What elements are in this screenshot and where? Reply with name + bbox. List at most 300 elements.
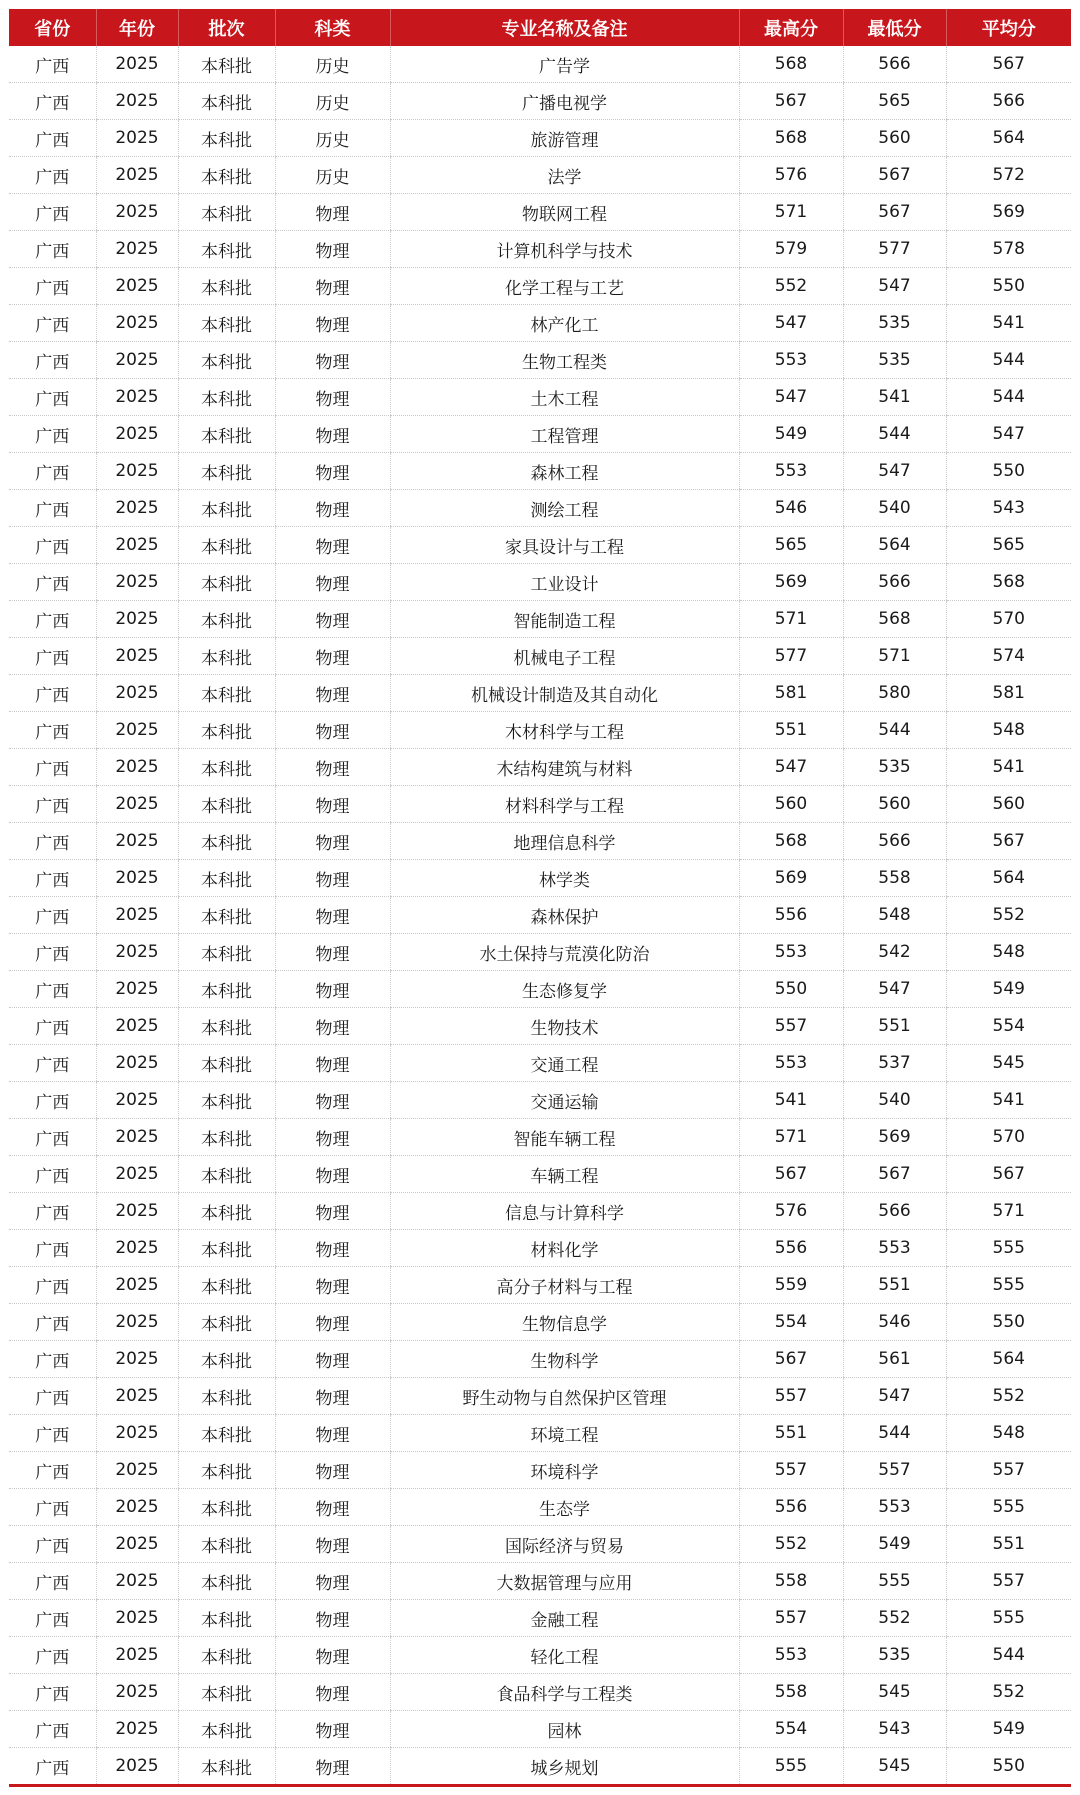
cell-subject-category: 历史 — [275, 120, 390, 157]
cell-batch: 本科批 — [178, 860, 275, 897]
cell-min-score: 549 — [843, 1526, 946, 1563]
cell-major-name: 交通运输 — [390, 1082, 739, 1119]
cell-min-score: 566 — [843, 564, 946, 601]
table-row — [9, 675, 1071, 712]
cell-province: 广西 — [9, 860, 96, 897]
cell-province: 广西 — [9, 1156, 96, 1193]
cell-min-score: 566 — [843, 46, 946, 83]
cell-subject-category: 物理 — [275, 1674, 390, 1711]
table-row — [9, 1637, 1071, 1674]
cell-subject-category: 物理 — [275, 897, 390, 934]
cell-year: 2025 — [96, 1304, 178, 1341]
cell-province: 广西 — [9, 268, 96, 305]
cell-batch: 本科批 — [178, 1304, 275, 1341]
cell-province: 广西 — [9, 490, 96, 527]
table-row — [9, 786, 1071, 823]
cell-min-score: 547 — [843, 453, 946, 490]
cell-min-score: 558 — [843, 860, 946, 897]
table-row — [9, 638, 1071, 675]
cell-province: 广西 — [9, 83, 96, 120]
cell-year: 2025 — [96, 1341, 178, 1378]
cell-min-score: 561 — [843, 1341, 946, 1378]
cell-subject-category: 物理 — [275, 638, 390, 675]
cell-year: 2025 — [96, 749, 178, 786]
cell-province: 广西 — [9, 1341, 96, 1378]
cell-province: 广西 — [9, 1563, 96, 1600]
cell-year: 2025 — [96, 1193, 178, 1230]
cell-min-score: 552 — [843, 1600, 946, 1637]
cell-major-name: 物联网工程 — [390, 194, 739, 231]
cell-major-name: 广播电视学 — [390, 83, 739, 120]
cell-subject-category: 物理 — [275, 1230, 390, 1267]
cell-batch: 本科批 — [178, 1563, 275, 1600]
cell-avg-score: 548 — [946, 934, 1071, 971]
cell-major-name: 生物科学 — [390, 1341, 739, 1378]
cell-batch: 本科批 — [178, 83, 275, 120]
table-row — [9, 1600, 1071, 1637]
cell-avg-score: 568 — [946, 564, 1071, 601]
cell-avg-score: 555 — [946, 1267, 1071, 1304]
cell-year: 2025 — [96, 1008, 178, 1045]
table-row — [9, 601, 1071, 638]
cell-avg-score: 550 — [946, 1748, 1071, 1786]
cell-max-score: 567 — [739, 1156, 843, 1193]
table-row — [9, 46, 1071, 83]
cell-subject-category: 物理 — [275, 1193, 390, 1230]
cell-year: 2025 — [96, 675, 178, 712]
table-row — [9, 416, 1071, 453]
cell-batch: 本科批 — [178, 1415, 275, 1452]
table-row — [9, 971, 1071, 1008]
cell-min-score: 557 — [843, 1452, 946, 1489]
cell-year: 2025 — [96, 490, 178, 527]
cell-max-score: 549 — [739, 416, 843, 453]
cell-batch: 本科批 — [178, 416, 275, 453]
cell-subject-category: 物理 — [275, 194, 390, 231]
cell-avg-score: 547 — [946, 416, 1071, 453]
cell-major-name: 法学 — [390, 157, 739, 194]
cell-major-name: 森林保护 — [390, 897, 739, 934]
cell-max-score: 553 — [739, 934, 843, 971]
cell-major-name: 工程管理 — [390, 416, 739, 453]
cell-province: 广西 — [9, 46, 96, 83]
cell-min-score: 551 — [843, 1008, 946, 1045]
cell-batch: 本科批 — [178, 1008, 275, 1045]
header-year: 年份 — [96, 9, 178, 46]
cell-avg-score: 566 — [946, 83, 1071, 120]
cell-year: 2025 — [96, 897, 178, 934]
cell-subject-category: 物理 — [275, 860, 390, 897]
cell-year: 2025 — [96, 1230, 178, 1267]
cell-year: 2025 — [96, 194, 178, 231]
cell-batch: 本科批 — [178, 490, 275, 527]
cell-subject-category: 物理 — [275, 453, 390, 490]
cell-year: 2025 — [96, 1674, 178, 1711]
cell-min-score: 535 — [843, 749, 946, 786]
cell-year: 2025 — [96, 712, 178, 749]
cell-avg-score: 550 — [946, 268, 1071, 305]
cell-subject-category: 物理 — [275, 786, 390, 823]
cell-max-score: 547 — [739, 379, 843, 416]
cell-year: 2025 — [96, 231, 178, 268]
cell-subject-category: 物理 — [275, 1045, 390, 1082]
cell-province: 广西 — [9, 1267, 96, 1304]
cell-province: 广西 — [9, 1045, 96, 1082]
cell-min-score: 535 — [843, 305, 946, 342]
cell-year: 2025 — [96, 1711, 178, 1748]
cell-avg-score: 548 — [946, 712, 1071, 749]
cell-year: 2025 — [96, 1748, 178, 1786]
table-row — [9, 1563, 1071, 1600]
cell-major-name: 环境科学 — [390, 1452, 739, 1489]
table-row — [9, 231, 1071, 268]
cell-major-name: 广告学 — [390, 46, 739, 83]
cell-max-score: 552 — [739, 268, 843, 305]
cell-max-score: 569 — [739, 860, 843, 897]
table-row — [9, 83, 1071, 120]
cell-major-name: 园林 — [390, 1711, 739, 1748]
cell-max-score: 560 — [739, 786, 843, 823]
table-row — [9, 268, 1071, 305]
cell-year: 2025 — [96, 1415, 178, 1452]
table-row — [9, 490, 1071, 527]
cell-subject-category: 物理 — [275, 971, 390, 1008]
cell-year: 2025 — [96, 638, 178, 675]
cell-min-score: 545 — [843, 1674, 946, 1711]
cell-min-score: 567 — [843, 194, 946, 231]
score-table — [9, 9, 1071, 1787]
cell-max-score: 571 — [739, 194, 843, 231]
cell-min-score: 567 — [843, 1156, 946, 1193]
cell-major-name: 车辆工程 — [390, 1156, 739, 1193]
cell-subject-category: 物理 — [275, 1415, 390, 1452]
header-province: 省份 — [9, 9, 96, 46]
cell-min-score: 567 — [843, 157, 946, 194]
cell-major-name: 生物信息学 — [390, 1304, 739, 1341]
cell-major-name: 国际经济与贸易 — [390, 1526, 739, 1563]
cell-max-score: 557 — [739, 1378, 843, 1415]
cell-batch: 本科批 — [178, 675, 275, 712]
cell-subject-category: 物理 — [275, 749, 390, 786]
cell-year: 2025 — [96, 860, 178, 897]
cell-avg-score: 564 — [946, 860, 1071, 897]
cell-province: 广西 — [9, 1193, 96, 1230]
cell-major-name: 大数据管理与应用 — [390, 1563, 739, 1600]
cell-year: 2025 — [96, 1378, 178, 1415]
table-row — [9, 1674, 1071, 1711]
cell-batch: 本科批 — [178, 638, 275, 675]
cell-batch: 本科批 — [178, 897, 275, 934]
cell-subject-category: 物理 — [275, 1600, 390, 1637]
cell-max-score: 565 — [739, 527, 843, 564]
cell-batch: 本科批 — [178, 1341, 275, 1378]
cell-province: 广西 — [9, 157, 96, 194]
cell-province: 广西 — [9, 194, 96, 231]
cell-avg-score: 549 — [946, 1711, 1071, 1748]
cell-avg-score: 569 — [946, 194, 1071, 231]
cell-min-score: 545 — [843, 1748, 946, 1786]
cell-subject-category: 物理 — [275, 305, 390, 342]
cell-major-name: 测绘工程 — [390, 490, 739, 527]
score-table-container — [9, 9, 1071, 1787]
cell-avg-score: 554 — [946, 1008, 1071, 1045]
cell-major-name: 机械电子工程 — [390, 638, 739, 675]
cell-batch: 本科批 — [178, 564, 275, 601]
cell-max-score: 556 — [739, 1489, 843, 1526]
header-max-score: 最高分 — [739, 9, 843, 46]
header-batch: 批次 — [178, 9, 275, 46]
cell-max-score: 568 — [739, 823, 843, 860]
cell-max-score: 557 — [739, 1600, 843, 1637]
cell-province: 广西 — [9, 749, 96, 786]
cell-avg-score: 564 — [946, 1341, 1071, 1378]
cell-max-score: 555 — [739, 1748, 843, 1786]
cell-subject-category: 物理 — [275, 934, 390, 971]
header-subject-category: 科类 — [275, 9, 390, 46]
cell-max-score: 553 — [739, 453, 843, 490]
cell-avg-score: 555 — [946, 1489, 1071, 1526]
cell-min-score: 548 — [843, 897, 946, 934]
cell-year: 2025 — [96, 305, 178, 342]
cell-min-score: 540 — [843, 1082, 946, 1119]
table-row — [9, 342, 1071, 379]
table-row — [9, 712, 1071, 749]
cell-province: 广西 — [9, 1008, 96, 1045]
cell-province: 广西 — [9, 934, 96, 971]
header-min-score: 最低分 — [843, 9, 946, 46]
table-row — [9, 1711, 1071, 1748]
cell-max-score: 547 — [739, 305, 843, 342]
cell-subject-category: 物理 — [275, 1563, 390, 1600]
cell-batch: 本科批 — [178, 1082, 275, 1119]
cell-year: 2025 — [96, 416, 178, 453]
cell-batch: 本科批 — [178, 1452, 275, 1489]
cell-max-score: 551 — [739, 1415, 843, 1452]
cell-max-score: 567 — [739, 1341, 843, 1378]
cell-subject-category: 物理 — [275, 379, 390, 416]
cell-avg-score: 578 — [946, 231, 1071, 268]
table-row — [9, 1526, 1071, 1563]
cell-max-score: 554 — [739, 1711, 843, 1748]
cell-max-score: 569 — [739, 564, 843, 601]
cell-province: 广西 — [9, 564, 96, 601]
cell-year: 2025 — [96, 157, 178, 194]
cell-major-name: 机械设计制造及其自动化 — [390, 675, 739, 712]
cell-max-score: 571 — [739, 601, 843, 638]
cell-batch: 本科批 — [178, 527, 275, 564]
cell-avg-score: 567 — [946, 823, 1071, 860]
cell-province: 广西 — [9, 379, 96, 416]
cell-avg-score: 555 — [946, 1230, 1071, 1267]
cell-province: 广西 — [9, 1489, 96, 1526]
cell-major-name: 家具设计与工程 — [390, 527, 739, 564]
cell-max-score: 579 — [739, 231, 843, 268]
cell-batch: 本科批 — [178, 1193, 275, 1230]
cell-major-name: 地理信息科学 — [390, 823, 739, 860]
cell-max-score: 550 — [739, 971, 843, 1008]
cell-avg-score: 544 — [946, 379, 1071, 416]
cell-year: 2025 — [96, 1045, 178, 1082]
cell-year: 2025 — [96, 1119, 178, 1156]
table-header-row — [9, 9, 1071, 46]
cell-subject-category: 物理 — [275, 1526, 390, 1563]
cell-province: 广西 — [9, 601, 96, 638]
cell-min-score: 577 — [843, 231, 946, 268]
cell-avg-score: 551 — [946, 1526, 1071, 1563]
cell-min-score: 568 — [843, 601, 946, 638]
cell-batch: 本科批 — [178, 120, 275, 157]
cell-province: 广西 — [9, 675, 96, 712]
cell-subject-category: 物理 — [275, 1119, 390, 1156]
cell-year: 2025 — [96, 527, 178, 564]
cell-avg-score: 548 — [946, 1415, 1071, 1452]
cell-subject-category: 物理 — [275, 1267, 390, 1304]
cell-major-name: 森林工程 — [390, 453, 739, 490]
cell-batch: 本科批 — [178, 1119, 275, 1156]
cell-subject-category: 物理 — [275, 527, 390, 564]
cell-province: 广西 — [9, 823, 96, 860]
cell-avg-score: 571 — [946, 1193, 1071, 1230]
cell-avg-score: 564 — [946, 120, 1071, 157]
cell-max-score: 551 — [739, 712, 843, 749]
cell-batch: 本科批 — [178, 1674, 275, 1711]
cell-province: 广西 — [9, 231, 96, 268]
cell-year: 2025 — [96, 934, 178, 971]
cell-year: 2025 — [96, 564, 178, 601]
cell-subject-category: 物理 — [275, 416, 390, 453]
cell-year: 2025 — [96, 268, 178, 305]
cell-subject-category: 物理 — [275, 1082, 390, 1119]
cell-subject-category: 物理 — [275, 1489, 390, 1526]
cell-max-score: 557 — [739, 1452, 843, 1489]
cell-year: 2025 — [96, 1489, 178, 1526]
cell-province: 广西 — [9, 1711, 96, 1748]
table-row — [9, 1008, 1071, 1045]
cell-subject-category: 物理 — [275, 231, 390, 268]
cell-major-name: 工业设计 — [390, 564, 739, 601]
cell-avg-score: 552 — [946, 897, 1071, 934]
cell-province: 广西 — [9, 120, 96, 157]
cell-major-name: 生物技术 — [390, 1008, 739, 1045]
cell-max-score: 553 — [739, 1637, 843, 1674]
cell-major-name: 高分子材料与工程 — [390, 1267, 739, 1304]
cell-max-score: 559 — [739, 1267, 843, 1304]
cell-major-name: 材料科学与工程 — [390, 786, 739, 823]
cell-subject-category: 物理 — [275, 1452, 390, 1489]
table-row — [9, 120, 1071, 157]
cell-batch: 本科批 — [178, 1156, 275, 1193]
table-body — [9, 46, 1071, 1786]
cell-year: 2025 — [96, 1526, 178, 1563]
cell-max-score: 567 — [739, 83, 843, 120]
cell-year: 2025 — [96, 1600, 178, 1637]
cell-max-score: 571 — [739, 1119, 843, 1156]
cell-avg-score: 572 — [946, 157, 1071, 194]
cell-province: 广西 — [9, 527, 96, 564]
cell-year: 2025 — [96, 342, 178, 379]
cell-year: 2025 — [96, 971, 178, 1008]
table-row — [9, 1082, 1071, 1119]
cell-province: 广西 — [9, 342, 96, 379]
cell-major-name: 轻化工程 — [390, 1637, 739, 1674]
cell-avg-score: 574 — [946, 638, 1071, 675]
cell-min-score: 569 — [843, 1119, 946, 1156]
cell-batch: 本科批 — [178, 934, 275, 971]
cell-province: 广西 — [9, 1304, 96, 1341]
table-row — [9, 564, 1071, 601]
cell-province: 广西 — [9, 786, 96, 823]
cell-avg-score: 544 — [946, 1637, 1071, 1674]
cell-min-score: 553 — [843, 1230, 946, 1267]
cell-avg-score: 541 — [946, 749, 1071, 786]
cell-major-name: 智能车辆工程 — [390, 1119, 739, 1156]
cell-min-score: 547 — [843, 1378, 946, 1415]
cell-batch: 本科批 — [178, 1045, 275, 1082]
cell-min-score: 566 — [843, 1193, 946, 1230]
table-row — [9, 749, 1071, 786]
cell-subject-category: 物理 — [275, 490, 390, 527]
cell-min-score: 565 — [843, 83, 946, 120]
header-avg-score: 平均分 — [946, 9, 1071, 46]
cell-min-score: 560 — [843, 786, 946, 823]
cell-avg-score: 570 — [946, 1119, 1071, 1156]
cell-avg-score: 557 — [946, 1563, 1071, 1600]
cell-year: 2025 — [96, 823, 178, 860]
cell-batch: 本科批 — [178, 1526, 275, 1563]
cell-subject-category: 物理 — [275, 1341, 390, 1378]
cell-subject-category: 物理 — [275, 1304, 390, 1341]
cell-subject-category: 物理 — [275, 1156, 390, 1193]
cell-province: 广西 — [9, 1748, 96, 1786]
cell-avg-score: 549 — [946, 971, 1071, 1008]
cell-min-score: 560 — [843, 120, 946, 157]
cell-min-score: 544 — [843, 712, 946, 749]
cell-batch: 本科批 — [178, 1711, 275, 1748]
cell-subject-category: 物理 — [275, 1748, 390, 1786]
table-row — [9, 1267, 1071, 1304]
cell-min-score: 543 — [843, 1711, 946, 1748]
table-row — [9, 194, 1071, 231]
cell-province: 广西 — [9, 1452, 96, 1489]
cell-year: 2025 — [96, 1156, 178, 1193]
cell-min-score: 546 — [843, 1304, 946, 1341]
cell-subject-category: 物理 — [275, 268, 390, 305]
cell-min-score: 551 — [843, 1267, 946, 1304]
cell-year: 2025 — [96, 1267, 178, 1304]
cell-major-name: 林产化工 — [390, 305, 739, 342]
cell-year: 2025 — [96, 83, 178, 120]
cell-major-name: 林学类 — [390, 860, 739, 897]
cell-max-score: 581 — [739, 675, 843, 712]
table-row — [9, 157, 1071, 194]
cell-min-score: 540 — [843, 490, 946, 527]
cell-province: 广西 — [9, 1082, 96, 1119]
cell-subject-category: 物理 — [275, 601, 390, 638]
table-row — [9, 1045, 1071, 1082]
cell-batch: 本科批 — [178, 786, 275, 823]
cell-major-name: 生物工程类 — [390, 342, 739, 379]
cell-min-score: 547 — [843, 971, 946, 1008]
cell-max-score: 558 — [739, 1674, 843, 1711]
cell-max-score: 553 — [739, 342, 843, 379]
cell-avg-score: 541 — [946, 1082, 1071, 1119]
cell-avg-score: 552 — [946, 1378, 1071, 1415]
table-row — [9, 1304, 1071, 1341]
cell-avg-score: 552 — [946, 1674, 1071, 1711]
cell-batch: 本科批 — [178, 823, 275, 860]
cell-major-name: 旅游管理 — [390, 120, 739, 157]
cell-subject-category: 物理 — [275, 1008, 390, 1045]
